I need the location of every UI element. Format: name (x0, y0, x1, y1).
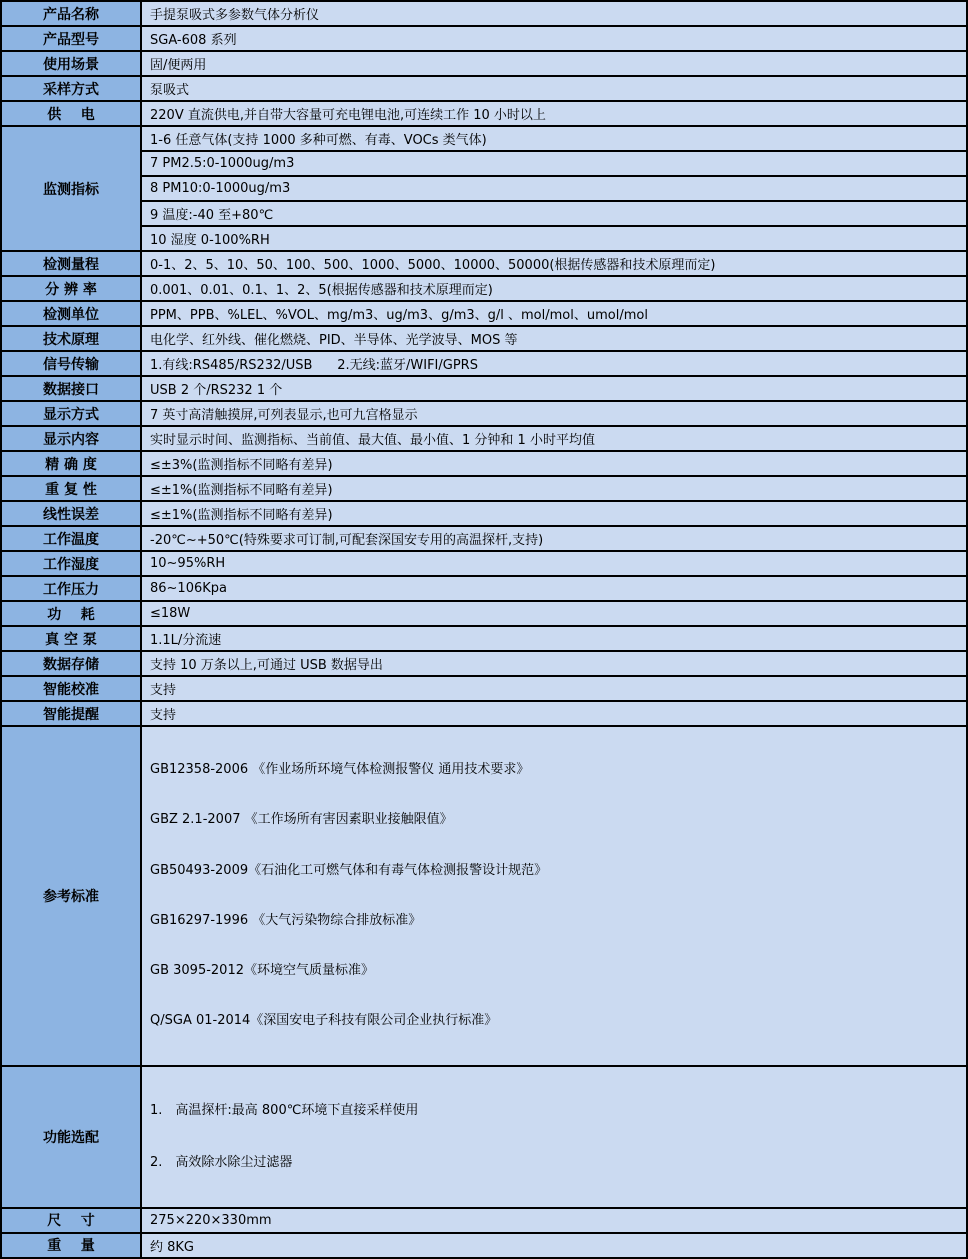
spec-value-linearity-error: ≤±1%(监测指标不同略有差异) (141, 501, 967, 526)
spec-value-smart-reminder: 支持 (141, 701, 967, 726)
spec-value-monitoring-indicator-5: 10 湿度 0-100%RH (141, 226, 967, 251)
table-row (1, 176, 967, 201)
spec-value-weight: 约 8KG (141, 1233, 967, 1258)
table-row (1, 401, 967, 426)
spec-value-data-storage: 支持 10 万条以上,可通过 USB 数据导出 (141, 651, 967, 676)
table-row (1, 701, 967, 726)
reference-standard-line: Q/SGA 01-2014《深国安电子科技有限公司企业执行标准》 (150, 1013, 498, 1029)
spec-label-working-humidity: 工作湿度 (1, 551, 141, 576)
spec-value-sampling-method: 泵吸式 (141, 76, 967, 101)
table-row (1, 326, 967, 351)
spec-label-dimensions: 尺 寸 (1, 1208, 141, 1233)
spec-value-monitoring-indicator-3: 8 PM10:0-1000ug/m3 (141, 176, 967, 201)
spec-value-technical-principle: 电化学、红外线、催化燃烧、PID、半导体、光学波导、MOS 等 (141, 326, 967, 351)
table-row (1, 376, 967, 401)
reference-standard-line: GB16297-1996 《大气污染物综合排放标准》 (150, 912, 422, 928)
spec-label-vacuum-pump: 真 空 泵 (1, 626, 141, 651)
spec-label-reference-standards: 参考标准 (1, 726, 141, 1066)
spec-label-technical-principle: 技术原理 (1, 326, 141, 351)
spec-value-vacuum-pump: 1.1L/分流速 (141, 626, 967, 651)
table-row (1, 126, 967, 151)
spec-label-usage-scene: 使用场景 (1, 51, 141, 76)
table-row (1, 76, 967, 101)
spec-value-working-humidity: 10~95%RH (141, 551, 967, 576)
table-row (1, 651, 967, 676)
spec-label-display-mode: 显示方式 (1, 401, 141, 426)
reference-standard-line: GB50493-2009《石油化工可燃气体和有毒气体检测报警设计规范》 (150, 862, 548, 878)
table-row (1, 276, 967, 301)
spec-label-smart-reminder: 智能提醒 (1, 701, 141, 726)
table-row (1, 551, 967, 576)
spec-label-resolution: 分 辨 率 (1, 276, 141, 301)
spec-value-resolution: 0.001、0.01、0.1、1、2、5(根据传感器和技术原理而定) (141, 276, 967, 301)
spec-value-power-supply: 220V 直流供电,并自带大容量可充电锂电池,可连续工作 10 小时以上 (141, 101, 967, 126)
spec-value-working-temperature: -20℃~+50℃(特殊要求可订制,可配套深国安专用的高温探杆,支持) (141, 526, 967, 551)
spec-label-linearity-error: 线性误差 (1, 501, 141, 526)
spec-label-product-name: 产品名称 (1, 1, 141, 26)
spec-label-working-temperature: 工作温度 (1, 526, 141, 551)
spec-value-usage-scene: 固/便两用 (141, 51, 967, 76)
table-row (1, 626, 967, 651)
table-row (1, 201, 967, 226)
table-row (1, 526, 967, 551)
spec-label-signal-transmission: 信号传输 (1, 351, 141, 376)
reference-standard-line: GB 3095-2012《环境空气质量标准》 (150, 963, 374, 979)
spec-label-repeatability: 重 复 性 (1, 476, 141, 501)
spec-value-display-content: 实时显示时间、监测指标、当前值、最大值、最小值、1 分钟和 1 小时平均值 (141, 426, 967, 451)
spec-value-working-pressure: 86~106Kpa (141, 576, 967, 601)
spec-label-data-interface: 数据接口 (1, 376, 141, 401)
optional-feature-line: 1. 高温探杆:最高 800℃环境下直接采样使用 (150, 1102, 419, 1118)
table-row (1, 1, 967, 26)
spec-label-accuracy: 精 确 度 (1, 451, 141, 476)
spec-value-data-interface: USB 2 个/RS232 1 个 (141, 376, 967, 401)
table-row (1, 151, 967, 176)
spec-value-repeatability: ≤±1%(监测指标不同略有差异) (141, 476, 967, 501)
spec-value-model: SGA-608 系列 (141, 26, 967, 51)
spec-value-detection-unit: PPM、PPB、%LEL、%VOL、mg/m3、ug/m3、g/m3、g/l 、mol/mol、umol/mol (141, 301, 967, 326)
spec-label-optional-features: 功能选配 (1, 1066, 141, 1208)
spec-label-power-consumption: 功 耗 (1, 601, 141, 626)
table-row (1, 226, 967, 251)
table-row (1, 726, 967, 1066)
table-row (1, 451, 967, 476)
spec-label-data-storage: 数据存储 (1, 651, 141, 676)
table-row (1, 1208, 967, 1233)
spec-label-working-pressure: 工作压力 (1, 576, 141, 601)
table-row (1, 601, 967, 626)
table-row (1, 426, 967, 451)
spec-value-detection-range: 0-1、2、5、10、50、100、500、1000、5000、10000、50000(根据传感器和技术原理而定) (141, 251, 967, 276)
spec-value-product-name: 手提泵吸式多参数气体分析仪 (141, 1, 967, 26)
spec-label-power-supply: 供 电 (1, 101, 141, 126)
table-row (1, 351, 967, 376)
reference-standard-line: GB12358-2006 《作业场所环境气体检测报警仪 通用技术要求》 (150, 762, 530, 777)
spec-value-accuracy: ≤±3%(监测指标不同略有差异) (141, 451, 967, 476)
spec-value-dimensions: 275×220×330mm (141, 1208, 967, 1233)
spec-value-optional-features (141, 1066, 967, 1208)
table-row (1, 301, 967, 326)
spec-label-weight: 重 量 (1, 1233, 141, 1258)
spec-value-signal-transmission: 1.有线:RS485/RS232/USB 2.无线:蓝牙/WIFI/GPRS (141, 351, 967, 376)
table-row (1, 101, 967, 126)
spec-label-model: 产品型号 (1, 26, 141, 51)
table-row (1, 51, 967, 76)
spec-value-smart-calibration: 支持 (141, 676, 967, 701)
spec-label-smart-calibration: 智能校准 (1, 676, 141, 701)
spec-value-power-consumption: ≤18W (141, 601, 967, 626)
table-row (1, 1066, 967, 1208)
optional-feature-line: 2. 高效除水除尘过滤器 (150, 1154, 293, 1170)
spec-value-monitoring-indicator-4: 9 温度:-40 至+80℃ (141, 201, 967, 226)
spec-value-monitoring-indicator-1: 1-6 任意气体(支持 1000 多种可燃、有毒、VOCs 类气体) (141, 126, 967, 151)
reference-standard-line: GBZ 2.1-2007 《工作场所有害因素职业接触限值》 (150, 812, 453, 828)
spec-value-display-mode: 7 英寸高清触摸屏,可列表显示,也可九宫格显示 (141, 401, 967, 426)
spec-label-display-content: 显示内容 (1, 426, 141, 451)
table-row (1, 251, 967, 276)
spec-label-detection-unit: 检测单位 (1, 301, 141, 326)
table-row (1, 501, 967, 526)
spec-value-monitoring-indicator-2: 7 PM2.5:0-1000ug/m3 (141, 151, 967, 176)
spec-value-reference-standards (141, 726, 967, 1066)
table-row (1, 476, 967, 501)
spec-label-sampling-method: 采样方式 (1, 76, 141, 101)
spec-label-detection-range: 检测量程 (1, 251, 141, 276)
table-row (1, 676, 967, 701)
table-row (1, 26, 967, 51)
table-row (1, 576, 967, 601)
spec-label-monitoring-indicators: 监测指标 (1, 126, 141, 251)
table-row (1, 1233, 967, 1258)
